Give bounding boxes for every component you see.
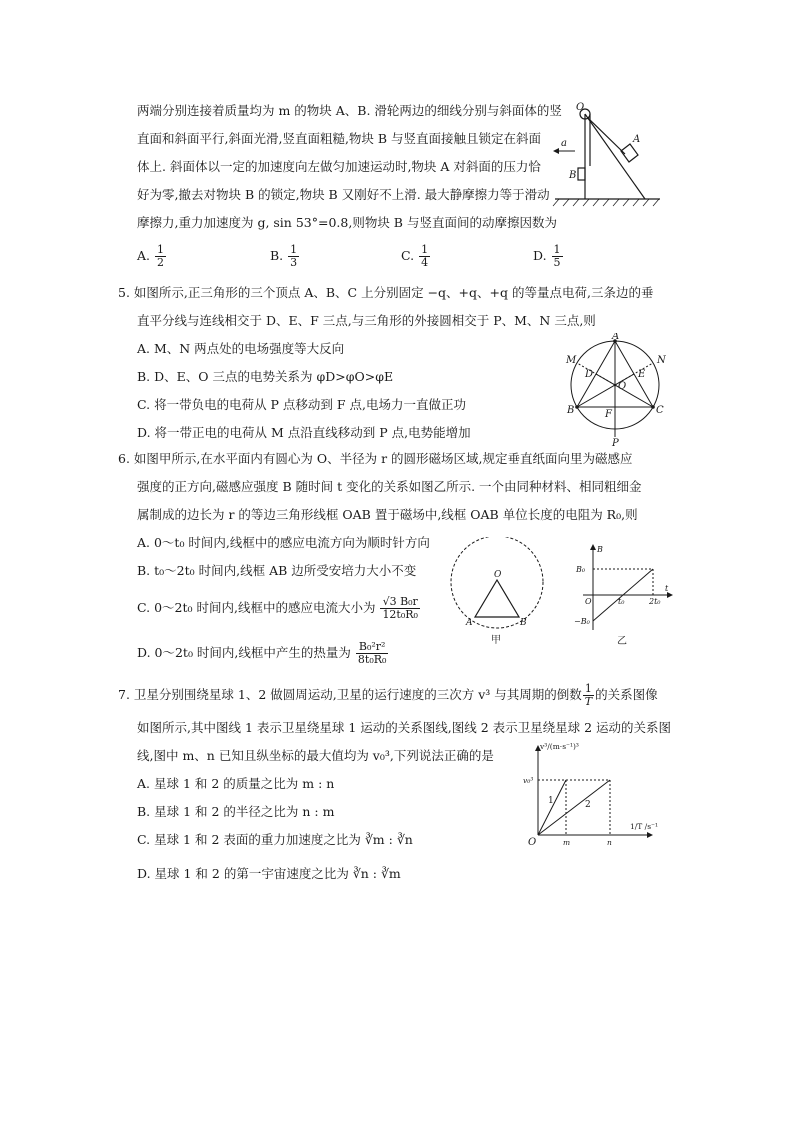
block-b [578, 168, 585, 180]
q4-option-b[interactable] [270, 244, 300, 269]
q7-option-c[interactable]: C. 星球 1 和 2 表面的重力加速度之比为 ∛m : ∛n [137, 832, 413, 847]
label-a: A [612, 333, 620, 342]
label-2t0: 2t₀ [649, 597, 661, 606]
label-b0: B₀ [576, 565, 586, 574]
q4-option-c-prefix: C. [401, 248, 415, 263]
q4-option-c-den: 4 [421, 256, 429, 269]
q5-option-a[interactable]: A. M、N 两点处的电场强度等大反向 [137, 341, 345, 356]
q4-option-d-fraction [552, 244, 563, 269]
triangle-oab [475, 580, 519, 617]
q6-option-d-den: 8t₀R₀ [357, 653, 387, 666]
string-incline [588, 118, 625, 154]
q4-option-a[interactable] [137, 244, 167, 269]
caption-yi: 乙 [617, 636, 627, 647]
q7-frac-den: T [584, 695, 593, 708]
q5-line-1: 5. 如图所示,正三角形的三个顶点 A、B、C 上分别固定 −q、+q、+q 的等量点电荷,三条边的垂 [118, 285, 654, 300]
label-b: B [520, 618, 527, 628]
q4-option-b-prefix: B. [270, 248, 284, 263]
label-origin: O [528, 837, 537, 848]
q4-option-c[interactable] [401, 244, 431, 269]
x-arrowhead [647, 832, 653, 838]
label-b: B [567, 405, 575, 416]
q6-option-d-num: B₀²r² [356, 641, 389, 654]
label-block-b: B [569, 170, 577, 181]
q5-triangle-figure [560, 333, 670, 448]
q4-option-a-den: 2 [157, 256, 164, 269]
q4-line-4: 好为零,撤去对物块 B 的锁定,物块 B 又刚好不上滑. 最大静摩擦力等于滑动 [137, 187, 550, 202]
q6-option-a[interactable]: A. 0～t₀ 时间内,线框中的感应电流方向为顺时针方向 [137, 535, 430, 550]
q6-figure-yi [573, 542, 673, 652]
q6-line-1: 6. 如图甲所示,在水平面内有圆心为 O、半径为 r 的圆形磁场区域,规定垂直纸面向里为磁感应 [118, 451, 633, 466]
label-o: O [576, 102, 585, 113]
q7-graph [522, 741, 662, 851]
label-o: O [618, 381, 627, 392]
label-a: A [466, 618, 473, 628]
q4-option-d-num: 1 [553, 243, 561, 256]
line-1-label: 1 [548, 796, 554, 806]
label-b-axis: B [597, 545, 603, 554]
acceleration-arrowhead [553, 148, 559, 154]
label-negb0: −B₀ [574, 617, 590, 626]
q6-option-b[interactable]: B. t₀～2t₀ 时间内,线框 AB 边所受安培力大小不变 [137, 563, 417, 578]
label-e: E [638, 369, 646, 380]
label-block-a: A [633, 134, 641, 145]
label-t-axis: t [665, 584, 669, 593]
q5-line-2: 直平分线与连线相交于 D、E、F 三点,与三角形的外接圆相交于 P、M、N 三点,则 [137, 313, 596, 328]
x-axis-label: 1/T /s⁻¹ [630, 822, 659, 831]
label-p: P [612, 438, 619, 448]
q7-line-1 [118, 683, 658, 708]
q7-option-b[interactable]: B. 星球 1 和 2 的半径之比为 n : m [137, 804, 335, 819]
label-m: m [563, 838, 571, 847]
q6-option-c-num: √3 B₀r [380, 596, 420, 609]
q7-inverse-period-fraction [583, 683, 594, 708]
label-n: n [607, 838, 612, 847]
q4-line-1: 两端分别连接着质量均为 m 的物块 A、B. 滑轮两边的细线分别与斜面体的竖 [137, 103, 562, 118]
q4-option-a-prefix: A. [137, 248, 151, 263]
q4-option-b-fraction [288, 244, 299, 269]
q4-option-c-fraction [419, 244, 430, 269]
q4-option-d-prefix: D. [533, 248, 547, 263]
q6-option-c-fraction [380, 596, 420, 621]
label-origin: O [585, 597, 592, 606]
line-2-label: 2 [585, 800, 591, 810]
q4-option-b-num: 1 [290, 243, 298, 256]
q4-option-a-fraction [155, 244, 166, 269]
label-m: M [566, 355, 577, 366]
q4-line-5: 摩擦力,重力加速度为 g, sin 53°=0.8,则物块 B 与竖直面间的动摩擦因数为 [137, 215, 557, 230]
label-t0: t₀ [618, 597, 625, 606]
label-f: F [605, 409, 612, 420]
q4-line-2: 直面和斜面平行,斜面光滑,竖直面粗糙,物块 B 与竖直面接触且锁定在斜面 [137, 131, 542, 146]
q6-figure-jia [442, 537, 552, 647]
q4-option-d[interactable] [533, 244, 564, 269]
q6-option-d-fraction [356, 641, 389, 666]
y-axis-label: v³/(m·s⁻¹)³ [540, 742, 579, 751]
q6-line-2: 强度的正方向,磁感应强度 B 随时间 t 变化的关系如图乙所示. 一个由同种材料、相同粗细金 [137, 479, 642, 494]
q4-option-b-den: 3 [290, 256, 298, 269]
q5-option-c[interactable]: C. 将一带负电的电荷从 P 点移动到 F 点,电场力一直做正功 [137, 397, 467, 412]
caption-jia: 甲 [491, 635, 501, 646]
q7-line-1-a: 7. 卫星分别围绕星球 1、2 做圆周运动,卫星的运行速度的三次方 v³ 与其周期的倒数 [118, 687, 582, 702]
label-o: O [494, 570, 502, 580]
q4-option-d-den: 5 [553, 256, 561, 269]
q7-option-d[interactable]: D. 星球 1 和 2 的第一宇宙速度之比为 ∛n : ∛m [137, 866, 401, 881]
q6-line-3: 属制成的边长为 r 的等边三角形线框 OAB 置于磁场中,线框 OAB 单位长度的电阻为 R₀,则 [137, 507, 638, 522]
q4-option-c-num: 1 [421, 243, 429, 256]
q4-incline-figure [545, 96, 665, 216]
magnetic-field-region [451, 537, 543, 628]
label-a: a [561, 138, 567, 149]
q6-option-c[interactable] [137, 596, 421, 621]
q6-option-c-prefix: C. 0～2t₀ 时间内,线框中的感应电流大小为 [137, 600, 376, 615]
q7-line-2: 如图所示,其中图线 1 表示卫星绕星球 1 运动的关系图线,图线 2 表示卫星绕星球 2 运动的关系图 [137, 720, 672, 735]
line-2 [538, 780, 610, 835]
q7-line-1-b: 的关系图像 [595, 687, 658, 702]
q4-option-a-num: 1 [157, 243, 164, 256]
q6-option-d[interactable] [137, 641, 389, 666]
q5-option-b[interactable]: B. D、E、O 三点的电势关系为 φD>φO>φE [137, 369, 394, 384]
q5-option-d[interactable]: D. 将一带正电的电荷从 M 点沿直线移动到 P 点,电势能增加 [137, 425, 471, 440]
label-n: N [657, 355, 666, 366]
label-c: C [656, 405, 664, 416]
q7-option-a[interactable]: A. 星球 1 和 2 的质量之比为 m : n [137, 776, 335, 791]
label-v0: v₀³ [523, 776, 534, 785]
q7-frac-num: 1 [583, 683, 594, 696]
q4-line-3: 体上. 斜面体以一定的加速度向左做匀加速运动时,物块 A 对斜面的压力恰 [137, 159, 541, 174]
line-1 [538, 780, 566, 835]
y-arrowhead [590, 544, 596, 550]
q6-option-c-den: 12t₀R₀ [382, 608, 418, 621]
q7-line-3: 线,图中 m、n 已知且纵坐标的最大值均为 v₀³,下列说法正确的是 [137, 748, 494, 763]
label-d: D [585, 369, 594, 380]
q6-option-d-prefix: D. 0～2t₀ 时间内,线框中产生的热量为 [137, 645, 351, 660]
